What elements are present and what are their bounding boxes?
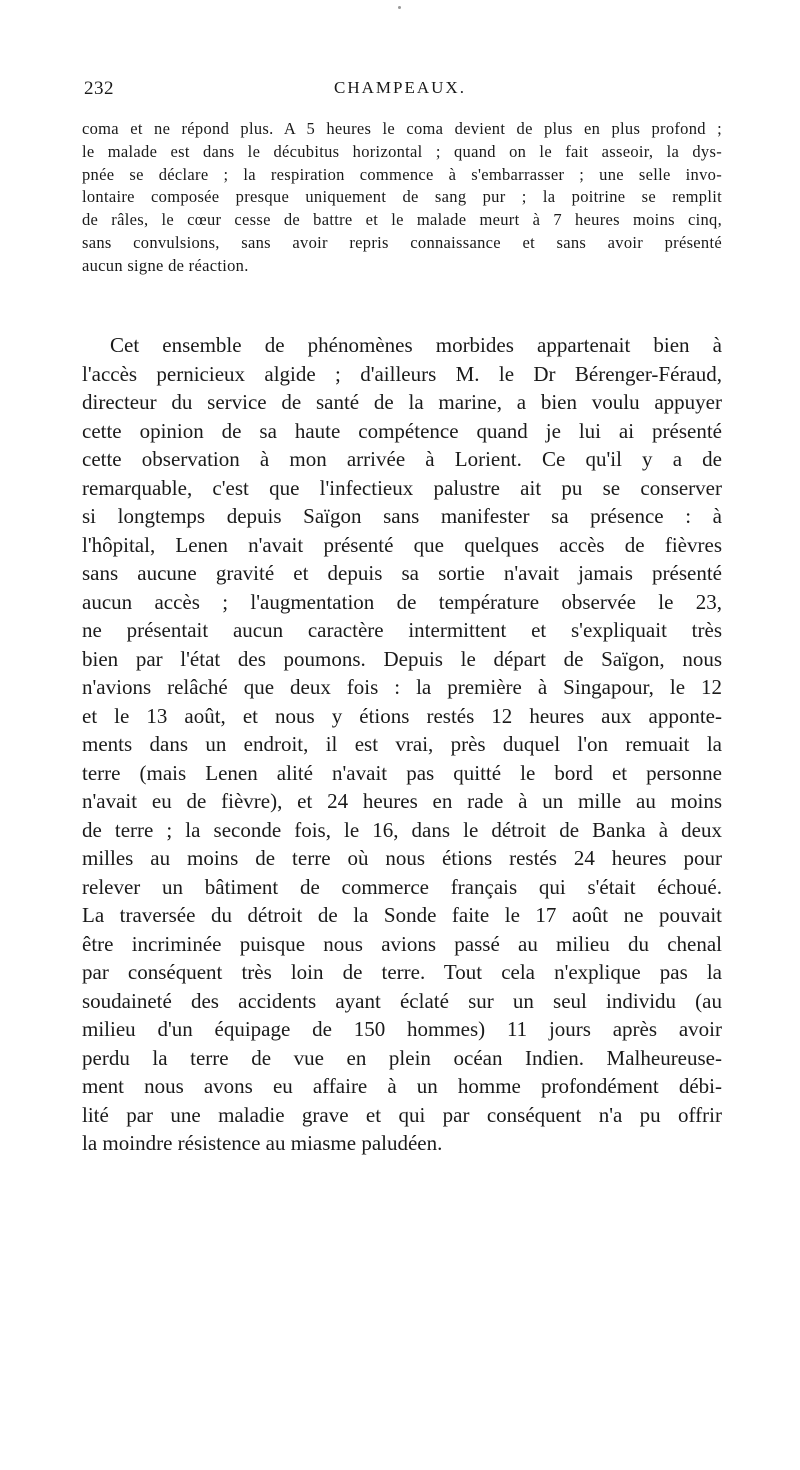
text-line: lontaire composée presque uniquement de sang pur ; la poitrine se remplit — [82, 187, 722, 207]
text-line: l'accès pernicieux algide ; d'ailleurs M. le Dr Bérenger-Féraud, — [82, 361, 722, 386]
text-line: de terre ; la seconde fois, le 16, dans le détroit de Banka à deux — [82, 817, 722, 842]
text-line: ments dans un endroit, il est vrai, près duquel l'on remuait la — [82, 732, 722, 756]
text-line: milles au moins de terre où nous étions restés 24 heures pour — [82, 846, 722, 870]
text-line: le malade est dans le décubitus horizontal ; quand on le fait asseoir, la dys- — [82, 141, 722, 161]
text-line: cette observation à mon arrivée à Lorient. Ce qu'il y a de — [82, 447, 722, 471]
main-paragraph — [82, 331, 722, 1158]
text-line: si longtemps depuis Saïgon sans manifester sa présence : à — [82, 504, 722, 528]
text-line: terre (mais Lenen alité n'avait pas quitté le bord et personne — [82, 760, 722, 785]
text-line: sans aucune gravité et depuis sa sortie n'avait jamais présenté — [82, 561, 722, 585]
text-line: n'avait eu de fièvre), et 24 heures en rade à un mille au moins — [82, 789, 722, 813]
text-line: relever un bâtiment de commerce français qui s'était échoué. — [82, 874, 722, 899]
text-line: lité par une maladie grave et qui par conséquent n'a pu offrir — [82, 1102, 722, 1127]
text-line: bien par l'état des poumons. Depuis le départ de Saïgon, nous — [82, 646, 722, 671]
text-line: La traversée du détroit de la Sonde faite le 17 août ne pouvait — [82, 903, 722, 927]
text-line: la moindre résistence au miasme paludéen. — [82, 1131, 443, 1155]
text-line: aucun accès ; l'augmentation de température observée le 23, — [82, 589, 722, 614]
text-line: coma et ne répond plus. A 5 heures le coma devient de plus en plus profond ; — [82, 119, 722, 138]
text-line: remarquable, c'est que l'infectieux palustre ait pu se conserver — [82, 475, 722, 500]
text-line: cette opinion de sa haute compétence quand je lui ai présenté — [82, 418, 722, 443]
text-line: aucun signe de réaction. — [82, 255, 249, 275]
text-line: de râles, le cœur cesse de battre et le malade meurt à 7 heures moins cinq, — [82, 210, 722, 230]
page-header — [80, 78, 720, 104]
text-line: perdu la terre de vue en plein océan Indien. Malheureuse- — [82, 1045, 722, 1070]
text-line: ne présentait aucun caractère intermittent et s'expliquait très — [82, 618, 722, 642]
print-speck — [398, 6, 401, 9]
text-line: directeur du service de santé de la marine, a bien voulu appuyer — [82, 390, 722, 414]
text-line: sans convulsions, sans avoir repris connaissance et sans avoir présenté — [82, 232, 722, 252]
text-line: ment nous avons eu affaire à un homme profondément débi- — [82, 1074, 722, 1098]
text-line: Cet ensemble de phénomènes morbides appartenait bien à — [110, 333, 722, 357]
case-notes-paragraph — [82, 118, 722, 278]
text-line: milieu d'un équipage de 150 hommes) 11 jours après avoir — [82, 1017, 722, 1041]
running-title: CHAMPEAUX. — [334, 78, 466, 97]
text-line: l'hôpital, Lenen n'avait présenté que quelques accès de fièvres — [82, 532, 722, 557]
text-line: n'avions relâché que deux fois : la première à Singapour, le 12 — [82, 675, 722, 699]
text-line: et le 13 août, et nous y étions restés 12 heures aux apponte- — [82, 703, 722, 728]
text-line: par conséquent très loin de terre. Tout cela n'explique pas la — [82, 960, 722, 984]
page-number: 232 — [84, 78, 114, 99]
text-line: pnée se déclare ; la respiration commence à s'embarrasser ; une selle invo- — [82, 164, 722, 184]
text-line: être incriminée puisque nous avions passé au milieu du chenal — [82, 931, 722, 956]
text-line: soudaineté des accidents ayant éclaté sur un seul individu (au — [82, 988, 722, 1013]
